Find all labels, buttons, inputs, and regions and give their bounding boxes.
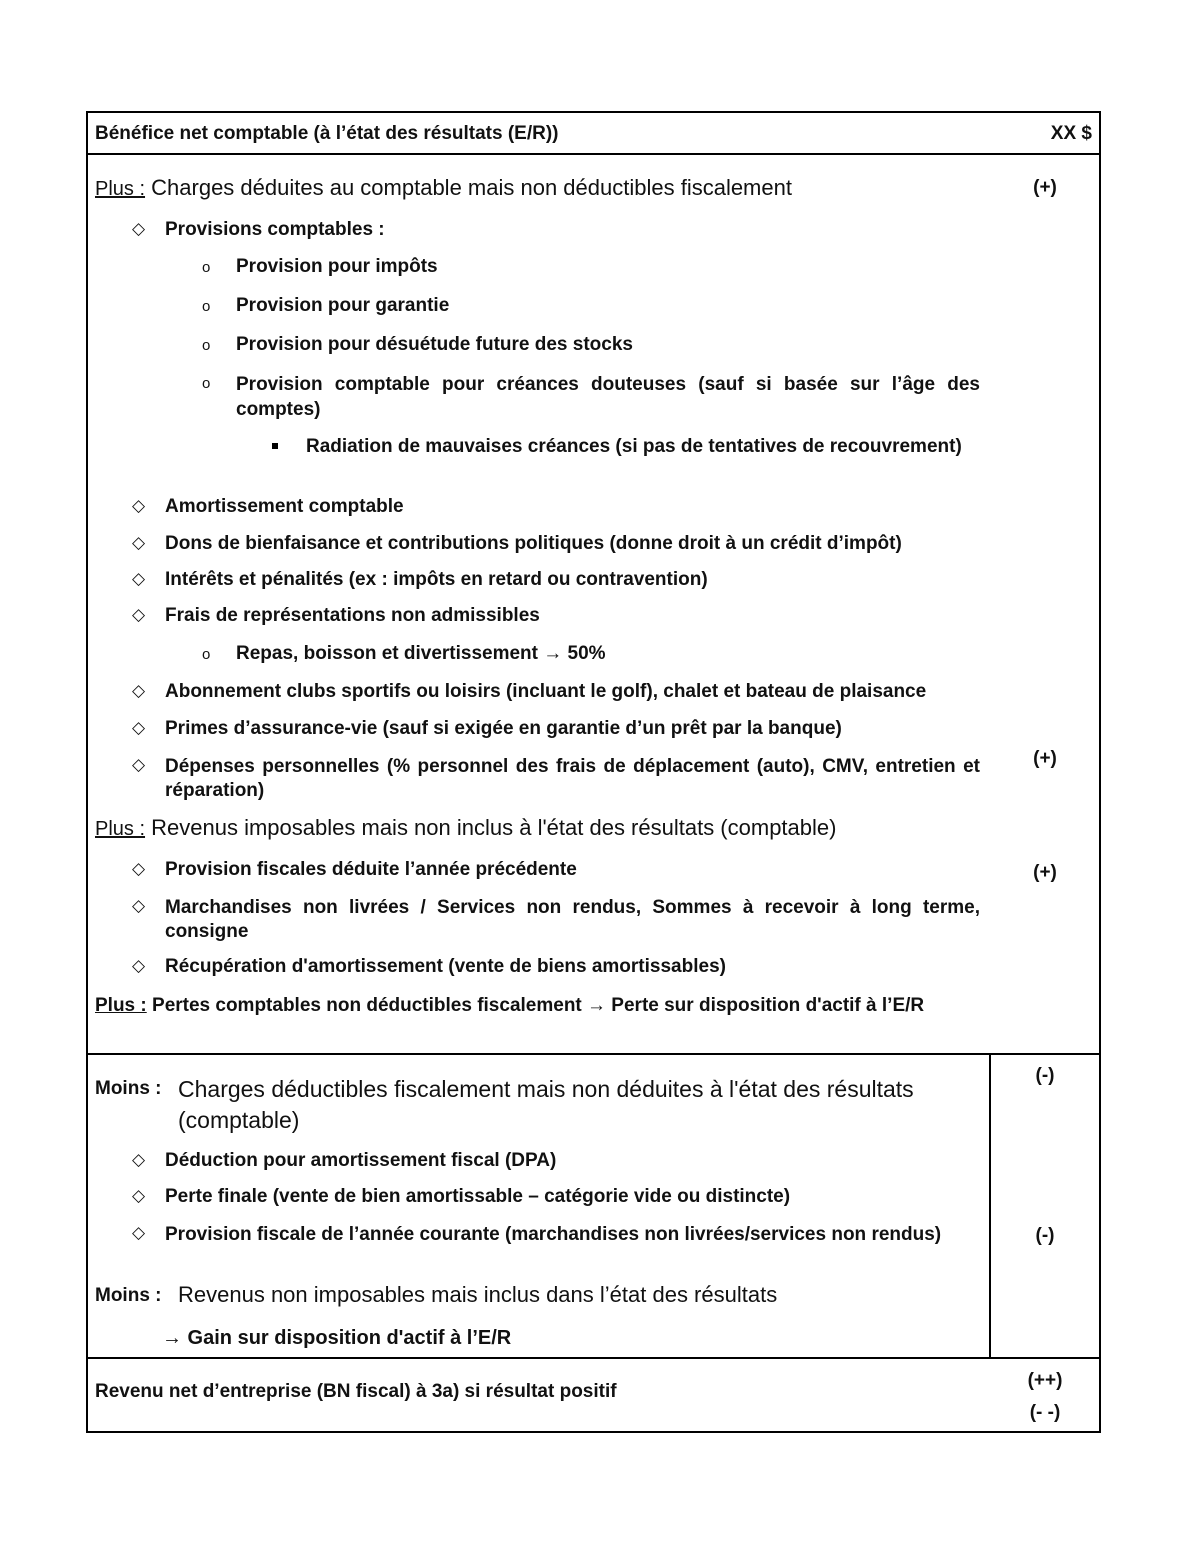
- revenue-item: Récupération d'amortissement (vente de biens amortissables): [165, 956, 726, 977]
- gain-item: → Gain sur disposition d'actif à l’E/R: [162, 1327, 512, 1349]
- circle-bullet-icon: o: [202, 298, 211, 315]
- radiation-item: Radiation de mauvaises créances (si pas de tentatives de recouvrement): [306, 436, 962, 457]
- section3-paragraph: [95, 992, 980, 1020]
- revenue-item: Provision fiscales déduite l’année précédente: [165, 859, 577, 880]
- section1-title: Charges déduites au comptable mais non déductibles fiscalement: [151, 175, 792, 200]
- circle-bullet-icon: o: [202, 646, 211, 663]
- diamond-bullet-icon: ◇: [132, 755, 146, 774]
- section-divider-2: [88, 1357, 1099, 1359]
- section4-symbol-2: (-): [1035, 1225, 1055, 1246]
- diamond-bullet-icon: ◇: [132, 896, 146, 915]
- section1-symbol-2: (+): [1033, 748, 1057, 769]
- diamond-bullet-icon: ◇: [132, 1186, 146, 1205]
- deduction-item: Provision fiscale de l’année courante (marchandises non livrées/services non rendus): [165, 1224, 942, 1245]
- header-amount: XX $: [1050, 123, 1092, 144]
- section-divider-1: [88, 1053, 1099, 1055]
- diamond-bullet-icon: ◇: [132, 1223, 146, 1242]
- provision-item: Provision pour garantie: [236, 295, 450, 316]
- charge-item: Frais de représentations non admissibles: [165, 605, 540, 626]
- provision-item: Provision comptable pour créances douteuses (sauf si basée sur l’âge des comptes): [236, 374, 980, 420]
- header-label: Bénéfice net comptable (à l’état des résultats (E/R)): [95, 123, 559, 144]
- circle-bullet-icon: o: [202, 375, 211, 392]
- section4-title: Charges déductibles fiscalement mais non déduites à l'état des résultats (comptable): [178, 1076, 914, 1133]
- charge-item: Dépenses personnelles (% personnel des frais de déplacement (auto), CMV, entretien et réparation): [165, 756, 980, 801]
- charge-item: Amortissement comptable: [165, 496, 404, 517]
- section1-prefix: Plus :: [95, 178, 146, 200]
- section2-heading: [95, 815, 836, 842]
- circle-bullet-icon: o: [202, 259, 211, 276]
- section2-symbol: (+): [1033, 862, 1057, 883]
- section3-text: Pertes comptables non déductibles fiscalement → Perte sur disposition d'actif à l’E/R: [152, 995, 925, 1016]
- footer-symbol-2: (- -): [1029, 1402, 1061, 1423]
- diamond-bullet-icon: ◇: [132, 1150, 146, 1169]
- provision-item: Provision pour désuétude future des stocks: [236, 334, 633, 355]
- section4-prefix: Moins :: [95, 1078, 162, 1099]
- section4-symbol: (-): [1035, 1065, 1055, 1086]
- section1-symbol: (+): [1033, 177, 1057, 198]
- diamond-bullet-icon: ◇: [132, 859, 146, 878]
- diamond-bullet-icon: ◇: [132, 681, 146, 700]
- diamond-bullet-icon: ◇: [132, 533, 146, 552]
- charge-item: Dons de bienfaisance et contributions politiques (donne droit à un crédit d’impôt): [165, 533, 902, 554]
- charge-item: Abonnement clubs sportifs ou loisirs (incluant le golf), chalet et bateau de plaisance: [165, 681, 927, 702]
- footer-label: Revenu net d’entreprise (BN fiscal) à 3a) si résultat positif: [95, 1381, 617, 1402]
- section2-prefix: Plus :: [95, 818, 146, 840]
- diamond-bullet-icon: ◇: [132, 956, 146, 975]
- provision-item: Provision pour impôts: [236, 256, 438, 277]
- column-divider: [989, 1053, 991, 1357]
- diamond-bullet-icon: ◇: [132, 496, 146, 515]
- circle-bullet-icon: o: [202, 337, 211, 354]
- square-bullet-icon: [272, 443, 278, 449]
- diamond-bullet-icon: ◇: [132, 605, 146, 624]
- charge-item: Intérêts et pénalités (ex : impôts en retard ou contravention): [165, 569, 708, 590]
- diamond-bullet-icon: ◇: [132, 219, 146, 238]
- header-divider: [88, 153, 1099, 155]
- section5-title: Revenus non imposables mais inclus dans l’état des résultats: [178, 1282, 778, 1307]
- section5-prefix: Moins :: [95, 1285, 162, 1306]
- section1-heading: [95, 175, 792, 202]
- charge-item: Primes d’assurance-vie (sauf si exigée en garantie d’un prêt par la banque): [165, 718, 842, 739]
- section2-title: Revenus imposables mais non inclus à l'état des résultats (comptable): [151, 815, 837, 840]
- repas-item: Repas, boisson et divertissement → 50%: [236, 643, 606, 664]
- provisions-label: Provisions comptables :: [165, 219, 385, 240]
- diamond-bullet-icon: ◇: [132, 718, 146, 737]
- section3-prefix: Plus :: [95, 995, 147, 1016]
- footer-symbol-1: (++): [1027, 1370, 1063, 1391]
- revenue-item: Marchandises non livrées / Services non rendus, Sommes à recevoir à long terme, consigne: [165, 897, 980, 942]
- deduction-item: Déduction pour amortissement fiscal (DPA): [165, 1150, 557, 1171]
- diamond-bullet-icon: ◇: [132, 569, 146, 588]
- deduction-item: Perte finale (vente de bien amortissable – catégorie vide ou distincte): [165, 1186, 791, 1207]
